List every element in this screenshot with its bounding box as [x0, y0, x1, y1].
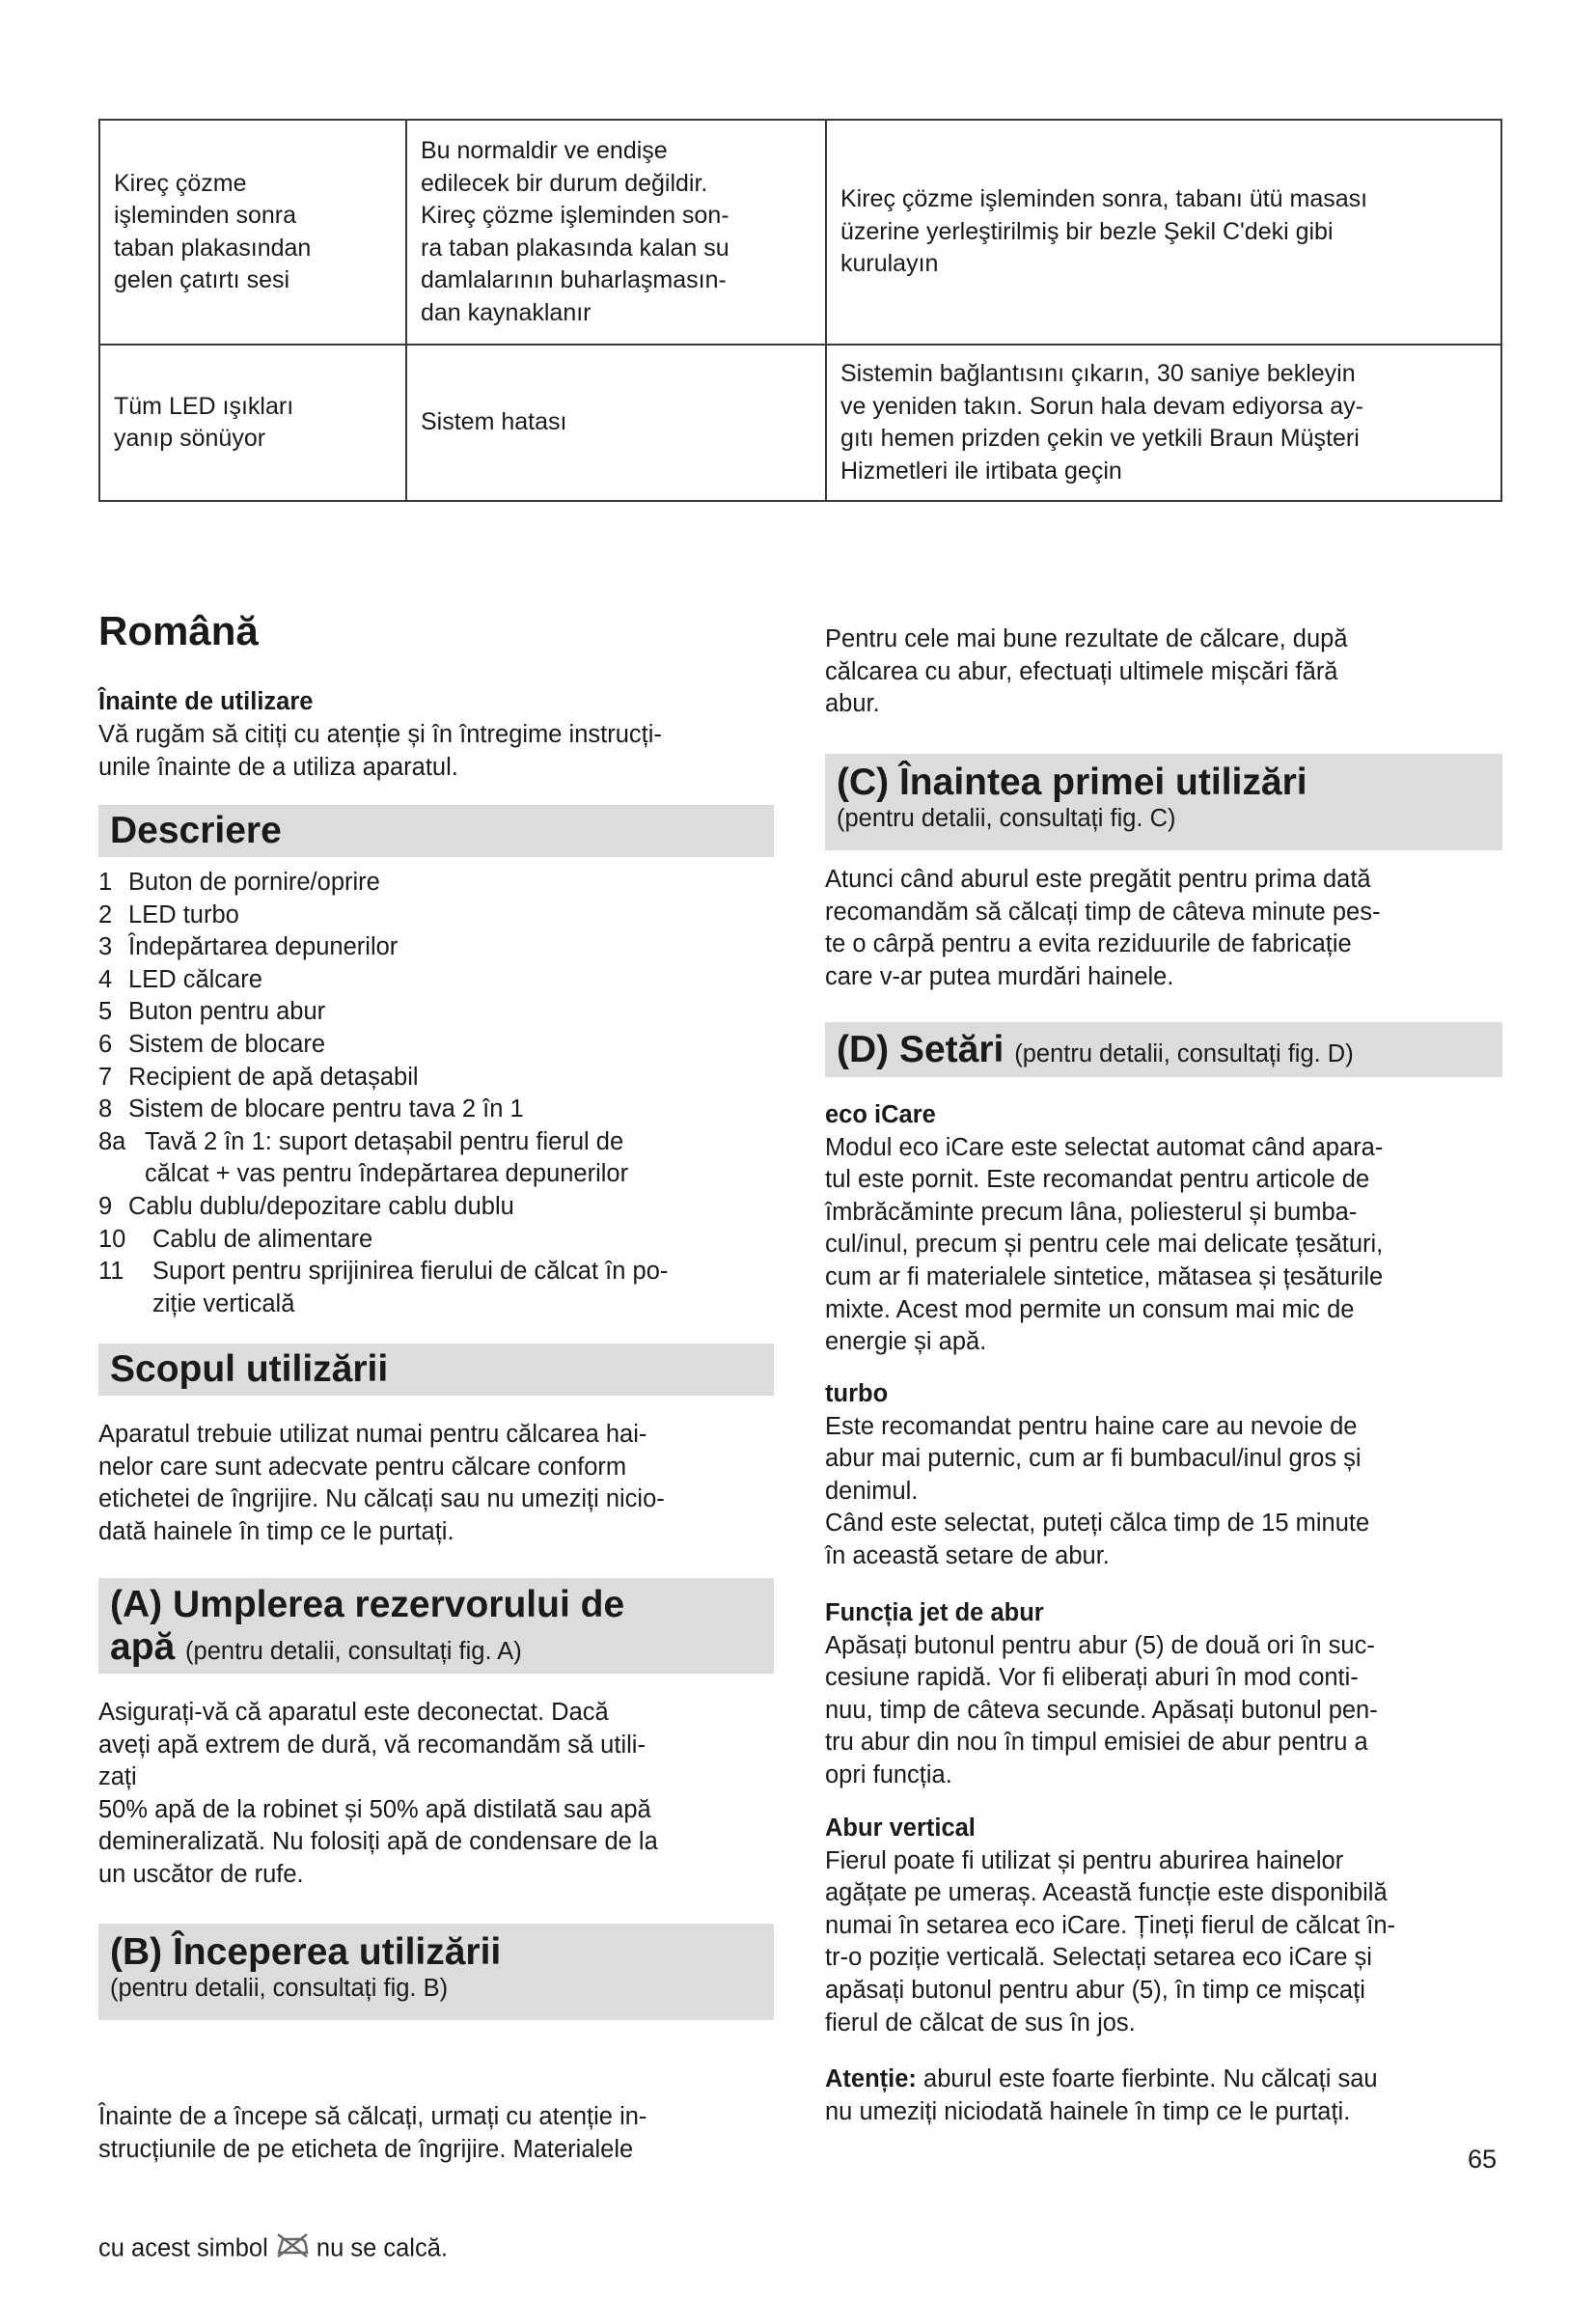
- item-number: 6: [98, 1030, 113, 1058]
- remedy-cell: Sistemin bağlantısını çıkarın, 30 saniye bekleyin ve yeniden takın. Sorun hala devam ediyorsa ay- gıtı hemen prizden çekin ve yetkili Braun Müşteri Hizmetleri ile irtibata geçin: [826, 345, 1501, 501]
- section-c-text: Atunci când aburul este pregătit pentru prima dată recomandăm să călcați timp de câteva minute pes- te o cârpă pentru a evita reziduurile de fabricație care v-ar putea murdări hainele.: [825, 866, 1381, 990]
- list-item: [98, 1029, 668, 1062]
- text: cu acest simbol: [98, 2234, 275, 2262]
- list-item: [98, 1062, 668, 1095]
- item-label: Sistem de blocare: [128, 1030, 326, 1058]
- list-item: [98, 1094, 668, 1126]
- list-item: [98, 964, 668, 997]
- section-header-d: [825, 1022, 1502, 1077]
- section-subtitle: (pentru detalii, consultați fig. D): [1014, 1040, 1354, 1067]
- section-title: (A) Umplerea rezervorului de: [110, 1584, 625, 1625]
- vertical-steam-text: Fierul poate fi utilizat și pentru aburirea hainelor agățate pe umeraș. Această funcție este disponibilă numai în setarea eco iCare. Țineți fierul de călcat în- tr-o poziție verticală. Selectați setarea eco iCare și apăsați butonul pentru abur (5), în timp ce mișcați fierul de călcat de sus în jos.: [825, 1846, 1396, 2037]
- language-heading: Română: [98, 608, 259, 653]
- problem-cell: Tüm LED ışıkları yanıp sönüyor: [99, 345, 406, 501]
- section-header-description: [98, 805, 774, 857]
- item-number: 9: [98, 1192, 113, 1220]
- item-label: Sistem de blocare pentru tava 2 în 1: [128, 1095, 524, 1123]
- turbo-text: Este recomandat pentru haine care au nevoie de abur mai puternic, cum ar fi bumbacul/inul gros și denimul. Când este selectat, puteți călca timp de 15 minute în această setare de abur.: [825, 1412, 1370, 1569]
- eco-icare-text: Modul eco iCare este selectat automat când apara- tul este pornit. Este recomandat pentru articole de îmbrăcăminte precum lâna, poliesterul și bumba- cul/inul, precum și pentru cele mai delicate țesături, cum ar fi materialele sintetice, mătasea și țesăturile mixte. Acest mod permite un consum mai mic de energie și apă.: [825, 1133, 1384, 1356]
- item-label: Îndepărtarea depunerilor: [128, 933, 399, 961]
- list-item: [98, 996, 668, 1029]
- section-title: Scopul utilizării: [110, 1348, 389, 1390]
- turbo-block: [825, 1378, 1369, 1573]
- list-item: [98, 867, 668, 900]
- steam-jet-text: Apăsați butonul pentru abur (5) de două ori în suc- cesiune rapidă. Vor fi eliberați aburi în mod conti- nuu, timp de câteva secunde. Apăsați butonul pen- tru abur din nou în timpul emisiei de abur pentru a opri funcția.: [825, 1631, 1378, 1788]
- purpose-text: Aparatul trebuie utilizat numai pentru călcarea hai- nelor care sunt adecvate pentru călcare conform etichetei de îngrijire. Nu călcați sau nu umeziți nicio- dată hainele în timp ce le purtați.: [98, 1421, 665, 1545]
- item-number: 8a: [98, 1127, 126, 1155]
- item-label: Cablu de alimentare: [152, 1225, 373, 1253]
- list-item: [98, 1126, 668, 1191]
- item-label: Cablu dublu/depozitare cablu dublu: [128, 1192, 514, 1220]
- table-row: [99, 120, 1501, 345]
- section-a-text: Asigurați-vă că aparatul este deconectat. Dacă aveți apă extrem de dură, vă recomandăm să utili- zați 50% apă de la robinet și 50% apă distilată sau apă demineralizată. Nu folosiți apă de condensare de la un uscător de rufe.: [98, 1699, 658, 1888]
- item-label: Recipient de apă detașabil: [128, 1063, 419, 1091]
- item-number: 2: [98, 901, 113, 928]
- item-label: Suport pentru sprijinirea fierului de călcat în po- ziție verticală: [152, 1258, 669, 1317]
- item-label: LED turbo: [128, 901, 239, 928]
- item-number: 7: [98, 1063, 113, 1091]
- item-label: Buton de pornire/oprire: [128, 869, 380, 896]
- section-header-purpose: [98, 1344, 774, 1396]
- before-use-text: Vă rugăm să citiți cu atenție și în întregime instrucți- unile înainte de a utiliza aparatul.: [98, 721, 662, 781]
- item-label: Tavă 2 în 1: suport detașabil pentru fierul de călcat + vas pentru îndepărtarea depunerilor: [145, 1127, 629, 1188]
- text: nu se calcă.: [309, 2234, 448, 2262]
- vertical-steam-heading: Abur vertical: [825, 1815, 976, 1842]
- turbo-heading: turbo: [825, 1380, 889, 1407]
- warning-label: Atenție:: [825, 2065, 917, 2092]
- eco-icare-heading: eco iCare: [825, 1101, 936, 1128]
- description-list: [98, 867, 668, 1320]
- section-title: (C) Înaintea primei utilizări: [837, 762, 1307, 803]
- item-label: LED călcare: [128, 965, 262, 993]
- intro-text: Pentru cele mai bune rezultate de călcare, după călcarea cu abur, efectuați ultimele mișcări fără abur.: [825, 625, 1348, 718]
- item-label: Buton pentru abur: [128, 998, 326, 1026]
- section-subtitle: (pentru detalii, consultați fig. B): [110, 1975, 449, 2002]
- item-number: 1: [98, 869, 113, 896]
- section-title: (D) Setări: [837, 1029, 1004, 1070]
- item-number: 4: [98, 965, 113, 993]
- section-title-cont: apă: [110, 1626, 176, 1668]
- do-not-iron-icon: [275, 2231, 310, 2268]
- item-number: 5: [98, 998, 113, 1026]
- section-header-b: [98, 1924, 774, 2020]
- steam-jet-heading: Funcția jet de abur: [825, 1599, 1044, 1626]
- page-number: 65: [1468, 2145, 1498, 2174]
- troubleshooting-table: [98, 119, 1502, 502]
- list-item: [98, 931, 668, 964]
- problem-cell: Kireç çözme işleminden sonra taban plakasından gelen çatırtı sesi: [99, 120, 406, 345]
- cause-cell: Bu normaldir ve endişe edilecek bir durum değildir. Kireç çözme işleminden son- ra taban plakasında kalan su damlalarının buharlaşmasın- dan kaynaklanır: [406, 120, 826, 345]
- steam-jet-block: [825, 1597, 1378, 1792]
- section-title: Descriere: [110, 810, 282, 851]
- eco-icare-block: [825, 1099, 1383, 1359]
- table-row: [99, 345, 1501, 501]
- warning-text: [825, 2064, 1378, 2128]
- item-number: 3: [98, 933, 113, 961]
- section-title: (B) Începerea utilizării: [110, 1931, 502, 1973]
- cause-cell: Sistem hatası: [406, 345, 826, 501]
- list-item: [98, 900, 668, 932]
- remedy-cell: Kireç çözme işleminden sonra, tabanı ütü masası üzerine yerleştirilmiş bir bezle Şekil C'deki gibi kurulayın: [826, 120, 1501, 345]
- section-header-c: [825, 754, 1502, 850]
- list-item: [98, 1256, 668, 1320]
- before-use-heading: Înainte de utilizare: [98, 688, 314, 715]
- item-number: 8: [98, 1095, 113, 1123]
- section-subtitle: (pentru detalii, consultați fig. C): [837, 805, 1176, 832]
- section-b-text-body: Înainte de a începe să călcați, urmați cu atenție in- strucțiunile de pe eticheta de îngrijire. Materialele: [98, 2103, 647, 2163]
- item-number: 10: [98, 1225, 126, 1253]
- list-item: [98, 1224, 668, 1257]
- section-subtitle: (pentru detalii, consultați fig. A): [185, 1638, 522, 1665]
- warning-body: aburul este foarte fierbinte. Nu călcați sau nu umeziți niciodată hainele în timp ce le purtați.: [825, 2065, 1378, 2125]
- item-number: 11: [98, 1258, 124, 1286]
- section-b-text: [98, 2037, 647, 2300]
- vertical-steam-block: [825, 1813, 1395, 2039]
- section-header-a: [98, 1578, 774, 1674]
- list-item: [98, 1191, 668, 1224]
